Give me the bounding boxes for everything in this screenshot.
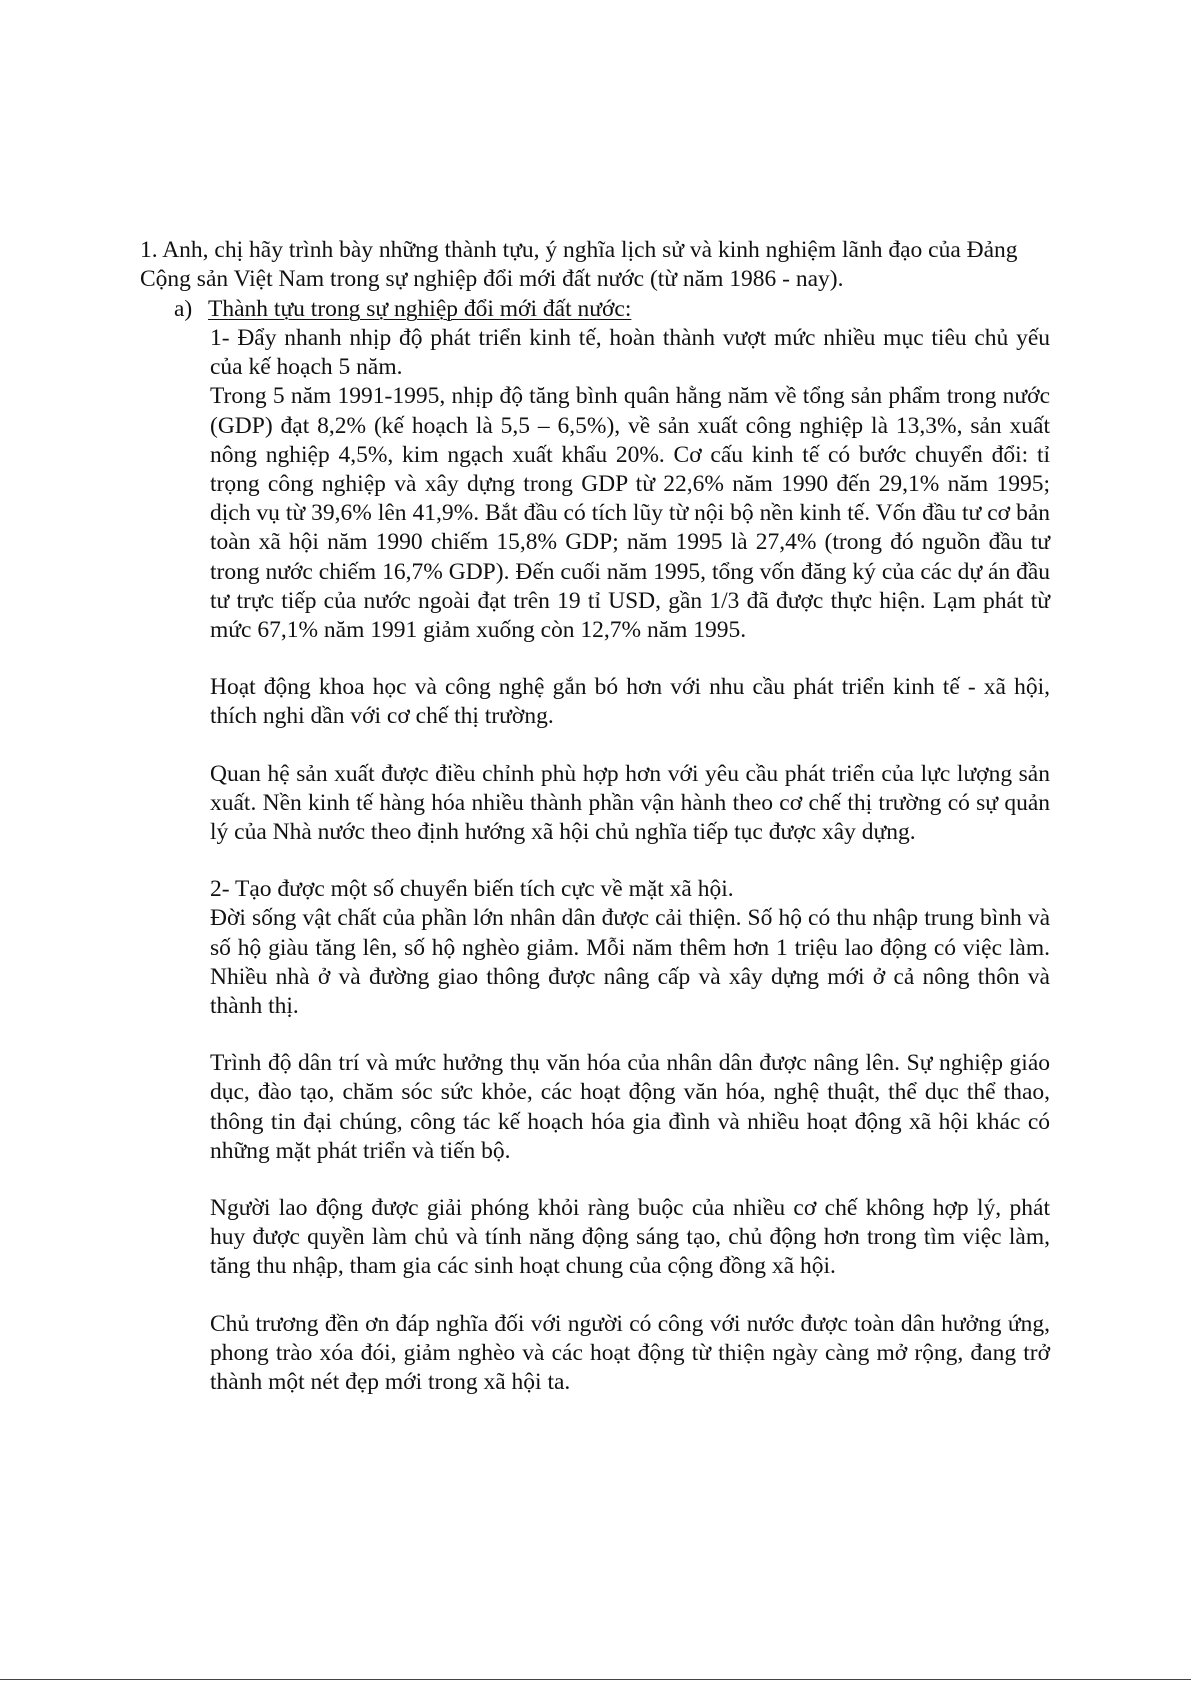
- section-a-marker: a): [174, 296, 193, 322]
- paragraph-education-culture: Trình độ dân trí và mức hưởng thụ văn hóa của nhân dân được nâng lên. Sự nghiệp giáo dục, đào tạo, chăm sóc sức khỏe, các hoạt động văn hóa, nghệ thuật, thể dục thể thao, thông tin đại chúng, công tác kế hoạch hóa gia đình và nhiều hoạt động xã hội khác có những mặt phát triển và tiến bộ.: [210, 1050, 1050, 1164]
- paragraph-workers: Người lao động được giải phóng khỏi ràng buộc của nhiều cơ chế không hợp lý, phát huy được quyền làm chủ và tính năng động sáng tạo, chủ động hơn trong tìm việc làm, tăng thu nhập, tham gia các sinh hoạt chung của cộng đồng xã hội.: [210, 1195, 1050, 1280]
- paragraph-social-heading: 2- Tạo được một số chuyển biến tích cực về mặt xã hội.: [210, 876, 734, 903]
- footer-rule: [0, 1679, 1191, 1680]
- section-a-heading: [174, 295, 671, 324]
- paragraph-economic-body: Trong 5 năm 1991-1995, nhịp độ tăng bình quân hằng năm về tổng sản phẩm trong nước (GDP) đạt 8,2% (kế hoạch là 5,5 – 6,5%), về sản xuất công nghiệp là 13,3%, sản xuất nông nghiệp 4,5%, kim ngạch xuất khẩu 20%. Cơ cấu kinh tế có bước chuyển đổi: tỉ trọng công nghiệp và xây dựng trong GDP từ 22,6% năm 1990 đến 29,1% năm 1995; dịch vụ từ 39,6% lên 41,9%. Bắt đầu có tích lũy từ nội bộ nền kinh tế. Vốn đầu tư cơ bản toàn xã hội năm 1990 chiếm 15,8% GDP; năm 1995 là 27,4% (trong đó nguồn đầu tư trong nước chiếm 16,7% GDP). Đến cuối năm 1995, tổng vốn đăng ký của các dự án đầu tư trực tiếp của nước ngoài đạt trên 19 tỉ USD, gần 1/3 đã được thực hiện. Lạm phát từ mức 67,1% năm 1991 giảm xuống còn 12,7% năm 1995.: [210, 383, 1050, 644]
- question-text: 1. Anh, chị hãy trình bày những thành tựu, ý nghĩa lịch sử và kinh nghiệm lãnh đạo của Đảng Cộng sản Việt Nam trong sự nghiệp đổi mới đất nước (từ năm 1986 - nay).: [140, 237, 1018, 292]
- paragraph-science-technology: Hoạt động khoa học và công nghệ gắn bó hơn với nhu cầu phát triển kinh tế - xã hội, thích nghi dần với cơ chế thị trường.: [210, 674, 1050, 730]
- section-a-body: [210, 324, 1050, 1397]
- paragraph-economic-heading: 1- Đẩy nhanh nhịp độ phát triển kinh tế, hoàn thành vượt mức nhiều mục tiêu chủ yếu của kế hoạch 5 năm.: [210, 325, 1050, 381]
- paragraph-production-relations: Quan hệ sản xuất được điều chỉnh phù hợp hơn với yêu cầu phát triển của lực lượng sản xuất. Nền kinh tế hàng hóa nhiều thành phần vận hành theo cơ chế thị trường có sự quản lý của Nhà nước theo định hướng xã hội chủ nghĩa tiếp tục được xây dựng.: [210, 760, 1050, 846]
- paragraph-social-body: Đời sống vật chất của phần lớn nhân dân được cải thiện. Số hộ có thu nhập trung bình và số hộ giàu tăng lên, số hộ nghèo giảm. Mỗi năm thêm hơn 1 triệu lao động có việc làm. Nhiều nhà ở và đường giao thông được nâng cấp và xây dựng mới ở cả nông thôn và thành thị.: [210, 905, 1050, 1020]
- paragraph-gratitude-policy: Chủ trương đền ơn đáp nghĩa đối với người có công với nước được toàn dân hưởng ứng, phong trào xóa đói, giảm nghèo và các hoạt động từ thiện ngày càng mở rộng, đang trở thành một nét đẹp mới trong xã hội ta.: [210, 1310, 1050, 1396]
- section-a-title: Thành tựu trong sự nghiệp đổi mới đất nước:: [208, 296, 632, 322]
